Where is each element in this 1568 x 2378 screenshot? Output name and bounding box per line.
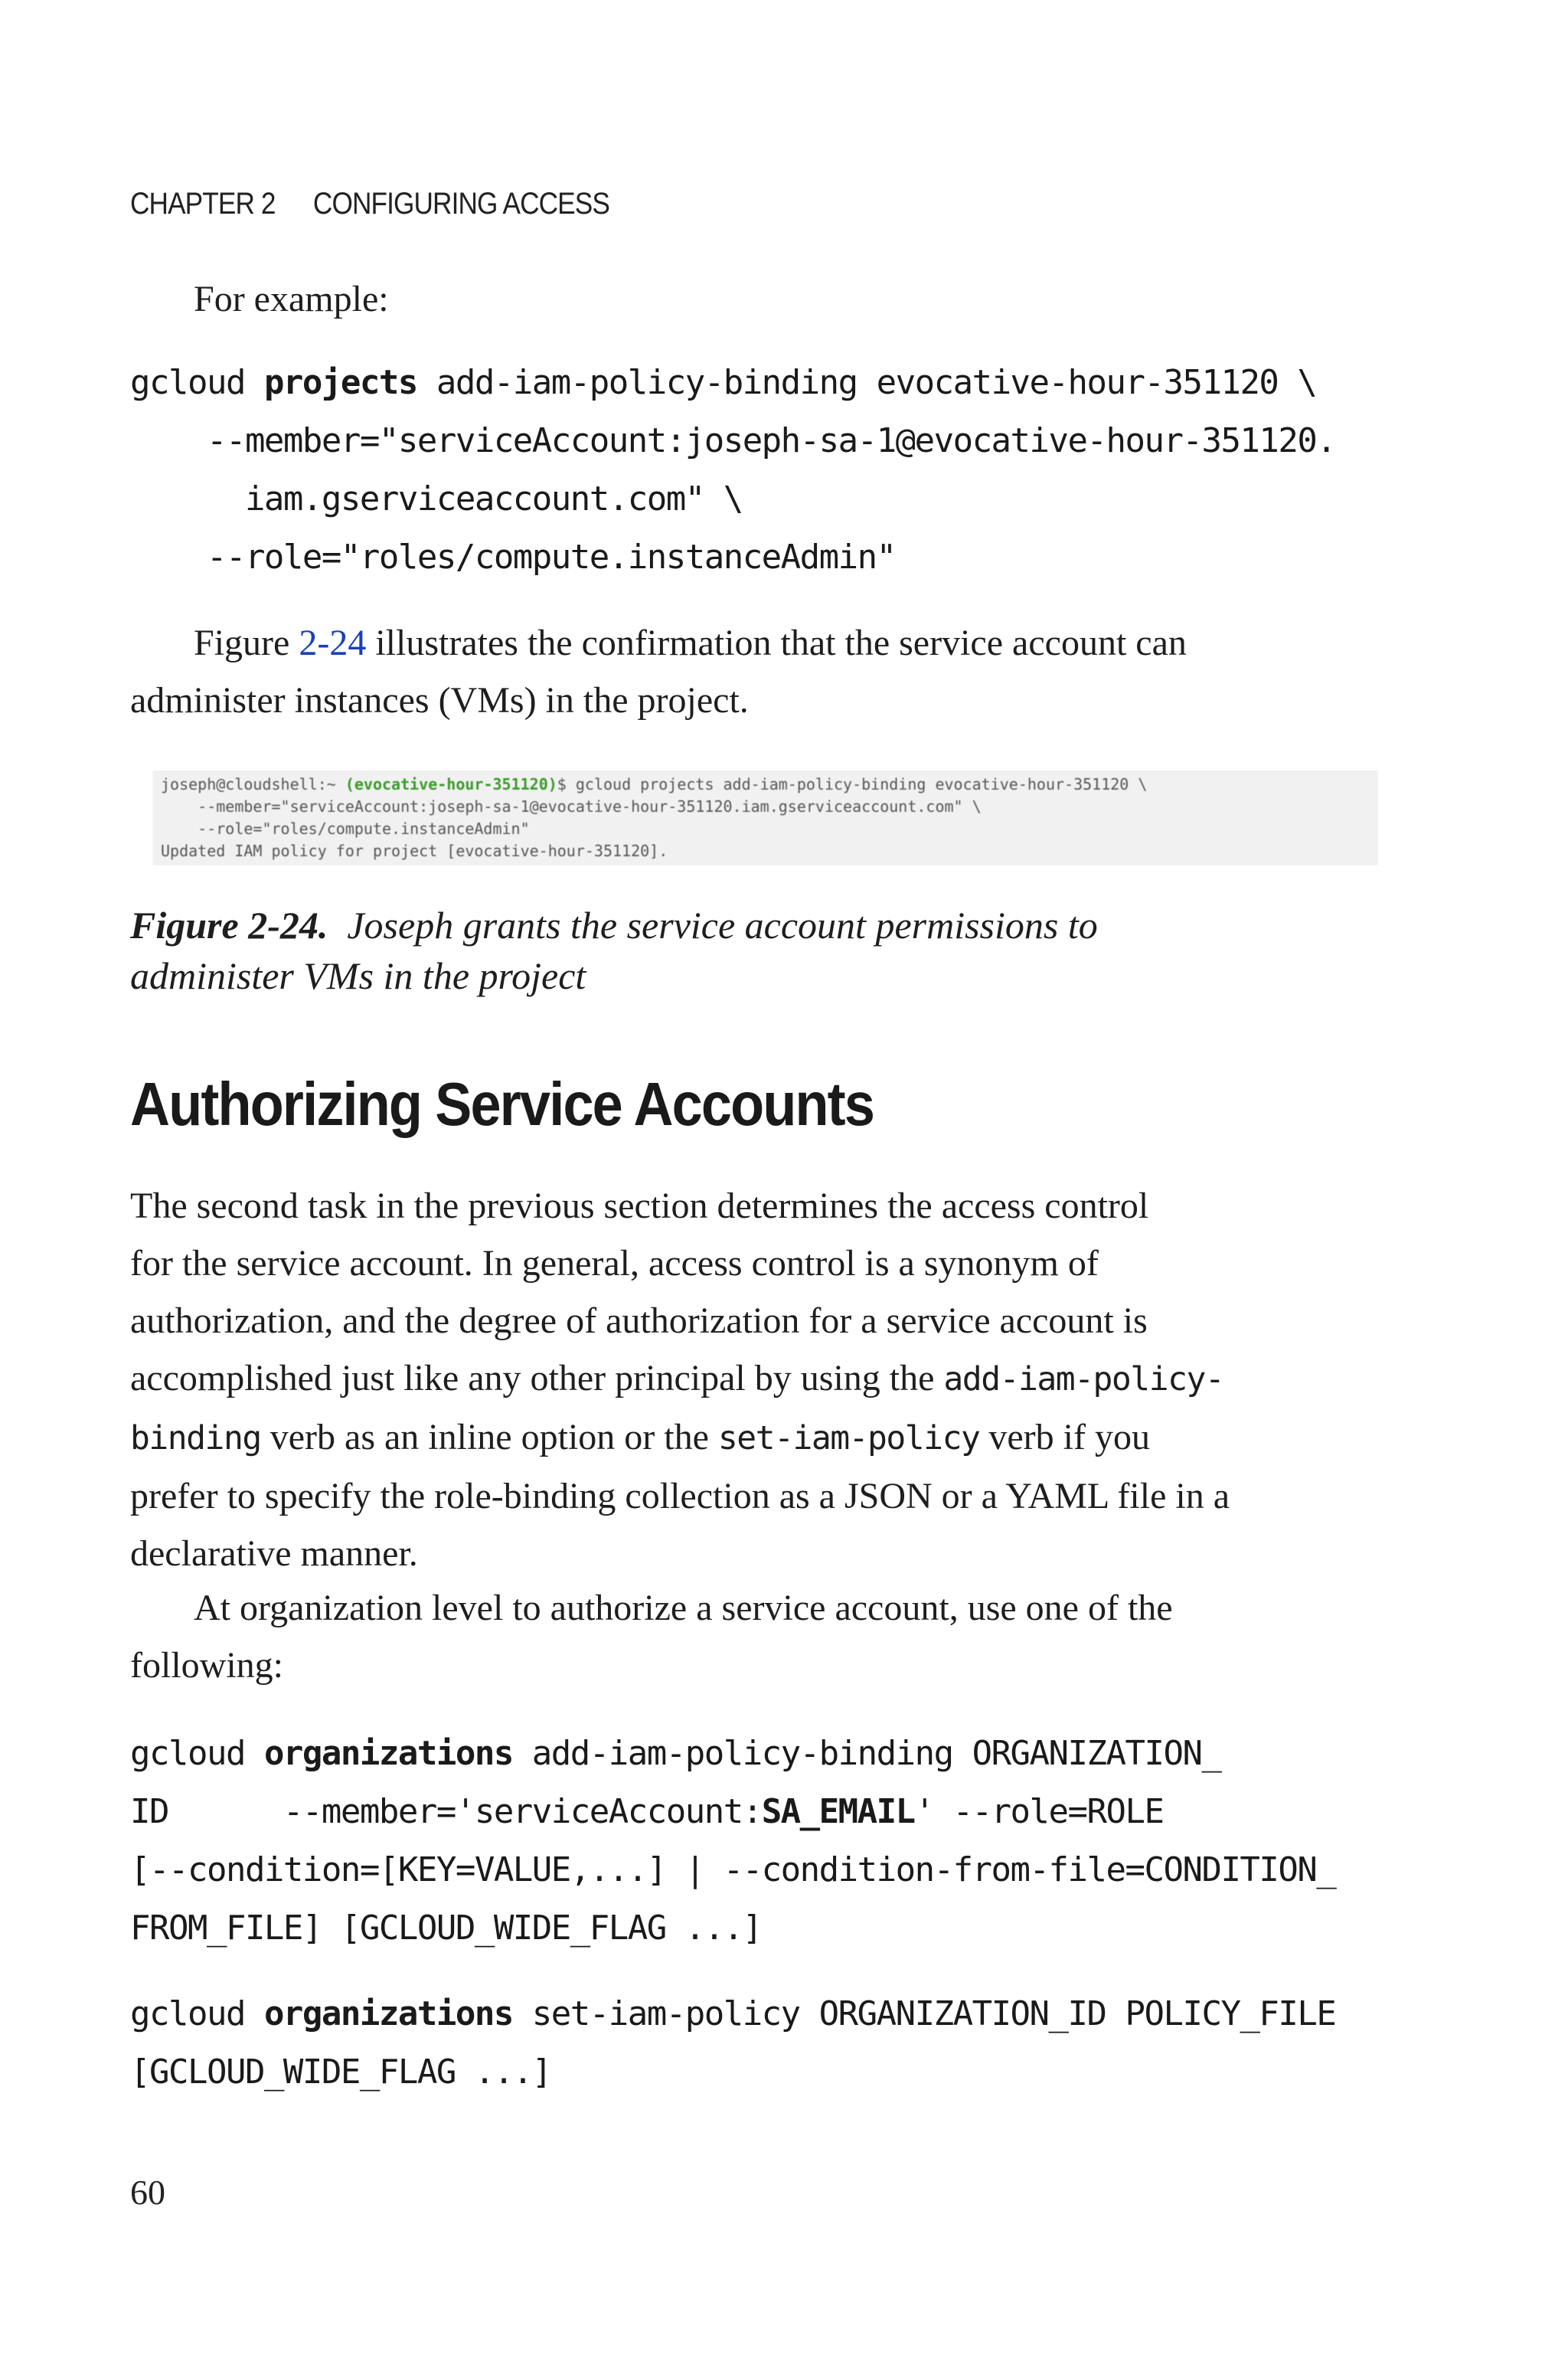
paragraph-line: for the service account. In general, access control is a synonym of: [130, 1243, 1099, 1284]
code-line: gcloud projects add-iam-policy-binding evocative-hour-351120 \: [130, 363, 1317, 402]
page-number: 60: [130, 2173, 165, 2212]
intro-text: For example:: [194, 279, 389, 319]
code-line: FROM_FILE] [GCLOUD_WIDE_FLAG ...]: [130, 1909, 762, 1948]
chapter-label: CHAPTER 2: [130, 187, 276, 221]
paragraph-line: Figure 2-24 illustrates the confirmation that the service account can: [194, 623, 1187, 663]
figure-caption: Figure 2-24. Joseph grants the service account permissions to administer VMs in the project: [130, 904, 1098, 997]
paragraph-line: The second task in the previous section determines the access control: [130, 1186, 1149, 1226]
code-keyword: projects: [263, 363, 417, 402]
paragraph-line: binding verb as an inline option or the set-iam-policy verb if you: [130, 1417, 1150, 1457]
code-keyword: SA_EMAIL: [761, 1792, 915, 1831]
code-block-projects: [130, 354, 1335, 587]
inline-code: add-iam-policy-: [943, 1360, 1224, 1398]
section-heading: Authorizing Service Accounts: [130, 1070, 874, 1138]
paragraph-line: prefer to specify the role-binding collection as a JSON or a YAML file in a: [130, 1476, 1230, 1516]
code-line: --member="serviceAccount:joseph-sa-1@evocative-hour-351120.: [130, 421, 1336, 460]
figure-label: Figure 2-24.: [130, 904, 328, 947]
paragraph-line: authorization, and the degree of authorization for a service account is: [130, 1300, 1148, 1341]
figure-link[interactable]: 2-24: [299, 623, 367, 663]
terminal-line: --role="roles/compute.instanceAdmin": [161, 819, 530, 838]
code-keyword: organizations: [263, 1994, 513, 2033]
code-block-add-binding: [130, 1725, 1335, 1958]
code-line: [GCLOUD_WIDE_FLAG ...]: [130, 2053, 551, 2092]
chapter-title: CONFIGURING ACCESS: [312, 187, 609, 221]
code-block-set-policy: [130, 1985, 1335, 2102]
paragraph-line: administer instances (VMs) in the project.: [130, 680, 749, 721]
inline-code: binding: [130, 1419, 261, 1457]
code-line: ID --member='serviceAccount:SA_EMAIL' --role=ROLE: [130, 1792, 1164, 1831]
paragraph-line: At organization level to authorize a service account, use one of the: [194, 1588, 1173, 1628]
inline-code: set-iam-policy: [717, 1419, 980, 1457]
terminal-project: (evocative-hour-351120): [345, 775, 557, 793]
paragraph-line: following:: [130, 1645, 283, 1686]
code-line: --role="roles/compute.instanceAdmin": [130, 538, 896, 577]
terminal-line: --member="serviceAccount:joseph-sa-1@evocative-hour-351120.iam.gserviceaccount.com" \: [161, 797, 982, 816]
code-line: iam.gserviceaccount.com" \: [130, 479, 743, 518]
paragraph-line: declarative manner.: [130, 1533, 418, 1574]
terminal-line: joseph@cloudshell:~ (evocative-hour-351120)$ gcloud projects add-iam-policy-binding evocative-hour-351120 \: [161, 775, 1148, 793]
paragraph-line: accomplished just like any other principal by using the add-iam-policy-: [130, 1358, 1224, 1398]
running-head: [130, 187, 609, 221]
terminal-screenshot: [153, 770, 1378, 865]
paragraph-section: [130, 1177, 1230, 1582]
code-line: gcloud organizations add-iam-policy-binding ORGANIZATION_: [130, 1734, 1221, 1773]
terminal-line: Updated IAM policy for project [evocative-hour-351120].: [161, 842, 668, 860]
code-keyword: organizations: [263, 1734, 513, 1773]
code-line: [--condition=[KEY=VALUE,...] | --condition-from-file=CONDITION_: [130, 1850, 1336, 1889]
code-line: gcloud organizations set-iam-policy ORGANIZATION_ID POLICY_FILE: [130, 1994, 1336, 2033]
